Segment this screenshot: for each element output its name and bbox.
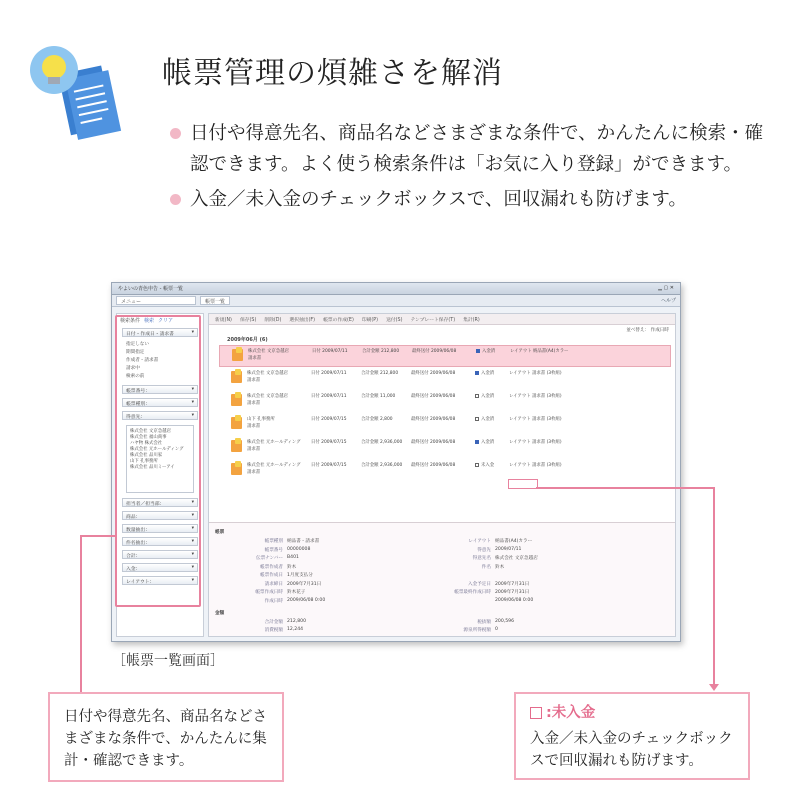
detail-label: 合計金額 (264, 619, 283, 625)
table-cell: 最終送付 2009/06/08 (411, 463, 456, 468)
page-title: 帳票管理の煩雑さを解消 (162, 56, 503, 91)
detail-label: 帳票作成日 (260, 573, 283, 578)
table-cell: 合計金額 212,800 (361, 371, 399, 376)
checkbox-icon[interactable] (475, 440, 479, 444)
feature-item: 入金／未入金のチェックボックスで、回収漏れも防げます。 (168, 184, 768, 215)
detail-label: 件名 (481, 564, 491, 570)
detail-value: 2009年7月31日 (495, 590, 530, 595)
connector-line (537, 487, 714, 489)
table-cell: レイアウト 請求書 (3枚組) (509, 463, 562, 468)
list-item[interactable]: ハヤ物 株式会社 (130, 441, 163, 446)
search-sidebar (116, 313, 204, 637)
table-cell: 株式会社 文京急越店 請求書 (247, 394, 288, 406)
tab-menu[interactable]: メニュー (116, 296, 196, 305)
list-panel (208, 313, 676, 637)
table-cell: 株式会社 元ホールディング 請求書 (247, 463, 301, 475)
table-cell: 日付 2009/07/11 (311, 371, 347, 376)
checkbox-icon[interactable] (476, 349, 480, 353)
table-cell: 日付 2009/07/15 (311, 417, 347, 422)
arrow-down-icon (709, 684, 719, 691)
bulb-document-icon (22, 40, 122, 150)
table-cell: 日付 2009/07/15 (311, 463, 347, 468)
table-cell: レイアウト 請求書 (3枚組) (509, 371, 562, 376)
connector-line (80, 535, 82, 692)
detail-value: 00000008 (287, 546, 311, 552)
detail-label: 帳票最終作成日時 (454, 590, 491, 595)
window-controls[interactable]: ▁ ▢ ✕ (658, 285, 674, 291)
table-cell: 山下 孔事務所 請求書 (247, 417, 275, 429)
detail-label: 消費税額 (264, 628, 283, 633)
group-header[interactable]: 2009年06月 (6) (227, 337, 268, 343)
table-cell: 最終送付 2009/06/08 (411, 371, 456, 376)
table-row[interactable] (219, 437, 671, 459)
detail-label: レイアウト (468, 539, 491, 544)
detail-grid (215, 619, 669, 634)
detail-value: 2009/06/08 0:00 (495, 597, 534, 603)
detail-label: 帳票作成者 (260, 564, 283, 570)
table-cell: レイアウト 請求書 (3枚組) (509, 394, 562, 399)
connector-line (80, 535, 116, 537)
detail-value: 1月度支払分 (287, 573, 313, 578)
table-cell: 合計金額 212,800 (362, 349, 400, 354)
table-cell: 株式会社 文京急越店 請求書 (247, 371, 288, 383)
table-cell: 最終送付 2009/06/08 (411, 440, 456, 445)
radio-option[interactable]: 作成者・請求書 (126, 358, 159, 363)
sort-select[interactable]: 並べ替え： 作成日時 (626, 328, 669, 333)
detail-value: 鈴木 (495, 564, 505, 570)
detail-value: 納品書(A4)カラー (495, 539, 533, 544)
detail-label: 得意先名 (472, 556, 491, 561)
feature-item: 日付や得意先名、商品名などさまざまな条件で、かんたんに検索・確認できます。よく使う検索条件は「お気に入り登録」ができます。 (168, 118, 768, 180)
detail-heading[interactable]: 帳票 (215, 530, 225, 535)
detail-value: 鈴木花子 (287, 590, 306, 595)
chevron-down-icon: ▾ (191, 400, 194, 405)
filter-field[interactable]: 帳票種別： ▾ (122, 398, 198, 407)
sidebar-label: 検索条件 (120, 318, 141, 324)
paid-checkbox[interactable]: 入金済 (475, 393, 505, 411)
detail-label: 税抜額 (477, 619, 491, 625)
table-cell: 日付 2009/07/15 (311, 440, 347, 445)
toolbar-item[interactable]: テンプレート保存(T) (410, 318, 456, 323)
table-row[interactable] (219, 368, 671, 390)
filter-field[interactable]: 件名抽出： ▾ (122, 537, 198, 546)
search-link[interactable]: 検索 (144, 318, 155, 324)
detail-value (495, 572, 615, 578)
document-icon (231, 417, 242, 429)
window-title: やよいの青色申告 - 帳票一覧 (118, 286, 183, 292)
chevron-down-icon: ▾ (191, 552, 194, 557)
toolbar-item[interactable]: 集計(R) (463, 318, 480, 323)
detail-heading[interactable]: 金額 (215, 610, 225, 616)
document-icon (232, 349, 243, 361)
table-cell: 合計金額 2,936,000 (361, 440, 403, 445)
customer-list[interactable] (126, 425, 194, 493)
detail-label: 帳票作成日時 (255, 590, 283, 595)
radio-option[interactable]: 検索の前 (126, 374, 145, 379)
feature-list (168, 118, 768, 219)
table-cell: 最終送付 2009/06/08 (411, 417, 456, 422)
toolbar-item[interactable]: 新規(N) (215, 318, 232, 323)
detail-value: 0 (495, 627, 498, 632)
radio-option[interactable]: 期間指定 (126, 350, 145, 355)
filter-field[interactable]: 入金： ▾ (122, 563, 198, 572)
connector-line (713, 487, 715, 687)
chevron-down-icon: ▾ (191, 565, 194, 570)
document-icon (231, 440, 242, 452)
detail-value: 12,244 (287, 627, 304, 632)
tab-list[interactable]: 帳票一覧 (200, 296, 230, 305)
toolbar-item[interactable]: 印刷(P) (361, 318, 379, 323)
table-cell: 合計金額 2,800 (361, 417, 393, 422)
paid-checkbox[interactable]: 入金済 (476, 348, 506, 364)
chevron-down-icon: ▾ (191, 539, 194, 544)
callout-text: 日付や得意先名、商品名などさまざまな条件で、かんたんに集計・確認できます。 (64, 709, 267, 769)
table-cell: 最終送付 2009/06/08 (411, 394, 456, 399)
chevron-down-icon: ▾ (191, 387, 194, 392)
detail-label: 帳票種別 (264, 539, 283, 544)
detail-label: 伝票ナンバー (255, 556, 283, 561)
paid-checkbox[interactable]: 未入金 (475, 462, 505, 480)
detail-panel (209, 522, 675, 636)
table-row[interactable] (219, 345, 671, 367)
list-item[interactable]: 株式会社 品川ミーアイ (130, 465, 175, 470)
detail-value: 2009年7月31日 (287, 581, 322, 587)
detail-label (431, 572, 491, 578)
list-item[interactable]: 株式会社 文京急越店 (130, 429, 171, 434)
callout-unpaid (514, 692, 750, 780)
detail-label (431, 598, 491, 604)
checkbox-icon[interactable] (475, 394, 479, 398)
table-cell: 最終送付 2009/06/08 (412, 349, 457, 354)
table-row[interactable] (219, 414, 671, 436)
table-cell: レイアウト 請求書 (3枚組) (509, 417, 562, 422)
chevron-down-icon: ▾ (191, 578, 194, 583)
table-cell: 合計金額 11,000 (361, 394, 396, 399)
list-item[interactable]: 株式会社 元ホールディング (130, 447, 184, 452)
paid-checkbox[interactable]: 入金済 (475, 439, 505, 457)
detail-value: 2009年7月31日 (495, 581, 530, 587)
chevron-down-icon: ▾ (191, 513, 194, 518)
detail-value: 2009/06/08 0:00 (287, 597, 326, 603)
callout-text: 入金／未入金のチェックボックスで回収漏れも防げます。 (530, 731, 733, 769)
chevron-down-icon: ▾ (191, 413, 194, 418)
document-icon (231, 371, 242, 383)
table-row[interactable] (219, 460, 671, 482)
filter-field[interactable]: 数量抽出： ▾ (122, 524, 198, 533)
detail-value: 2009/07/11 (495, 546, 522, 552)
list-item[interactable]: 株式会社 品川家 (130, 453, 163, 458)
unpaid-checkbox-highlight (508, 479, 538, 489)
filter-field[interactable]: 担当者／担当部： ▾ (122, 498, 198, 507)
chevron-down-icon: ▾ (191, 526, 194, 531)
date-filter[interactable]: 日付・作成日・請求書 ▾ (122, 328, 198, 337)
help-link[interactable]: ヘルプ (660, 298, 676, 304)
filter-field[interactable]: 得意先： ▾ (122, 411, 198, 420)
detail-label: 作成日時 (264, 598, 283, 604)
toolbar (209, 314, 675, 325)
checkbox-icon (530, 707, 542, 719)
list-item[interactable]: 山下 孔事務所 (130, 459, 158, 464)
detail-label: 帳票番号 (264, 547, 283, 553)
filter-field[interactable]: 商品： ▾ (122, 511, 198, 520)
document-icon (231, 394, 242, 406)
table-cell: 株式会社 文京急越店 請求書 (248, 349, 289, 361)
chevron-down-icon: ▾ (191, 500, 194, 505)
checkbox-icon[interactable] (475, 371, 479, 375)
list-item[interactable]: 株式会社 福山商事 (130, 435, 167, 440)
toolbar-item[interactable]: 帳票の作成(E) (323, 318, 354, 323)
tab-bar (112, 295, 680, 307)
table-cell: 合計金額 2,936,000 (361, 463, 403, 468)
sidebar-header (120, 317, 200, 324)
radio-option[interactable]: 指定しない (126, 342, 149, 347)
callout-title: :未入金 (530, 702, 734, 724)
detail-value: 200,596 (495, 618, 514, 624)
filter-field[interactable]: 帳票番号： ▾ (122, 385, 198, 394)
paid-checkbox[interactable]: 入金済 (475, 370, 505, 388)
table-cell: レイアウト 納品書(A4)カラー (510, 349, 569, 354)
checkbox-icon[interactable] (475, 463, 479, 467)
table-row[interactable] (219, 391, 671, 413)
table-cell: 株式会社 元ホールディング 請求書 (247, 440, 301, 452)
app-window (111, 282, 681, 642)
filter-field[interactable]: レイアウト： ▾ (122, 576, 198, 585)
toolbar-item[interactable]: 送付(S) (386, 318, 403, 323)
clear-link[interactable]: クリア (158, 318, 174, 324)
window-titlebar (112, 283, 680, 295)
table-cell: 日付 2009/07/11 (311, 394, 347, 399)
screenshot-caption: ［帳票一覧画面］ (112, 653, 224, 669)
detail-value: B401 (287, 555, 299, 560)
toolbar-item[interactable]: 削除(D) (264, 318, 282, 323)
detail-label: 入金予定日 (468, 581, 491, 587)
detail-value: 株式会社 文京急越店 (495, 556, 538, 561)
detail-value: 納品書・請求書 (287, 539, 320, 544)
callout-search (48, 692, 284, 782)
detail-grid (215, 538, 669, 604)
table-cell: 日付 2009/07/11 (312, 349, 348, 354)
document-icon (231, 463, 242, 475)
detail-label: 源泉所得税額 (463, 628, 491, 633)
radio-option[interactable]: 請求中 (126, 366, 140, 371)
chevron-down-icon: ▾ (191, 330, 194, 335)
detail-value: 鈴木 (287, 564, 297, 570)
detail-label: 得意先 (477, 547, 491, 553)
table-cell: レイアウト 請求書 (3枚組) (509, 440, 562, 445)
detail-label: 請求締日 (264, 581, 283, 587)
toolbar-item[interactable]: 保存(S) (239, 318, 257, 323)
toolbar-item[interactable]: 選択抽出(F) (289, 318, 316, 323)
detail-value: 212,800 (287, 618, 306, 624)
paid-checkbox[interactable]: 入金済 (475, 416, 505, 434)
checkbox-icon[interactable] (475, 417, 479, 421)
filter-field[interactable]: 合計： ▾ (122, 550, 198, 559)
